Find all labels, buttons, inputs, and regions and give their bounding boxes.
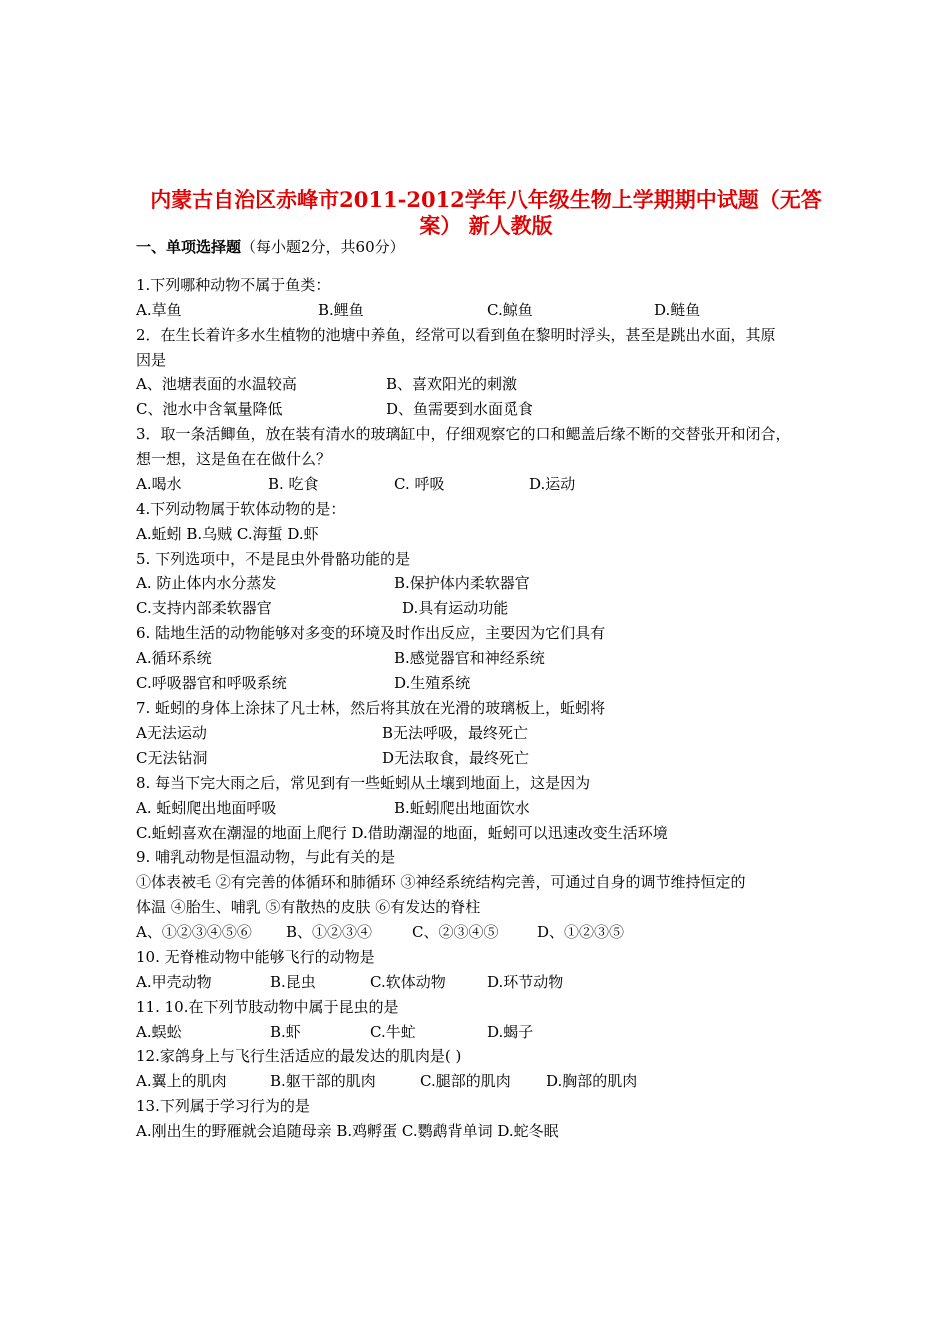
- question-12-option-c: C.腿部的肌肉: [420, 1072, 511, 1090]
- question-7-option-c: C无法钻洞: [136, 749, 208, 767]
- question-3-option-b: B. 吃食: [268, 475, 319, 493]
- question-6-option-c: C.呼吸器官和呼吸系统: [136, 674, 287, 692]
- question-12-option-d: D.胸部的肌肉: [546, 1072, 638, 1090]
- question-1-option-b: B.鲤鱼: [318, 301, 364, 319]
- question-2-option-c: C、池水中含氧量降低: [136, 400, 283, 418]
- question-6-option-d: D.生殖系统: [394, 674, 471, 692]
- question-2-stem-line-1: 2．在生长着许多水生植物的池塘中养鱼，经常可以看到鱼在黎明时浮头，甚至是跳出水面，其原: [136, 326, 776, 344]
- question-2-stem-line-2: 因是: [136, 351, 167, 369]
- question-8-option-a: A. 蚯蚓爬出地面呼吸: [136, 799, 277, 817]
- question-4-options: A.蚯蚓 B.乌贼 C.海蜇 D.虾: [136, 525, 319, 543]
- question-11-option-c: C.牛虻: [370, 1023, 416, 1041]
- question-9-option-a: A、①②③④⑤⑥: [136, 923, 252, 941]
- question-3-stem-line-2: 想一想，这是鱼在在做什么？: [136, 450, 332, 468]
- question-6-stem: 6. 陆地生活的动物能够对多变的环境及时作出反应，主要因为它们具有: [136, 624, 606, 642]
- question-10-option-b: B.昆虫: [270, 973, 316, 991]
- question-11-option-a: A.蜈蚣: [136, 1023, 182, 1041]
- question-3-stem-line-1: 3．取一条活鲫鱼，放在装有清水的玻璃缸中，仔细观察它的口和鳃盖后缘不断的交替张开和闭合，: [136, 425, 791, 443]
- question-5-stem: 5. 下列选项中，不是昆虫外骨骼功能的是: [136, 550, 411, 568]
- question-1-option-a: A.草鱼: [136, 301, 182, 319]
- question-11-stem: 11. 10.在下列节肢动物中属于昆虫的是: [136, 998, 399, 1016]
- question-11-option-b: B.虾: [270, 1023, 301, 1041]
- question-5-option-c: C.支持内部柔软器官: [136, 599, 272, 617]
- question-13-stem: 13.下列属于学习行为的是: [136, 1097, 310, 1115]
- document-title-line-2: 案） 新人教版: [419, 213, 553, 238]
- question-2-option-a: A、池塘表面的水温较高: [136, 375, 297, 393]
- question-13-options: A.刚出生的野雁就会追随母亲 B.鸡孵蛋 C.鹦鹉背单词 D.蛇冬眠: [136, 1122, 559, 1140]
- question-3-option-a: A.喝水: [136, 475, 182, 493]
- document-title-line-1: 内蒙古自治区赤峰市2011-2012学年八年级生物上学期期中试题（无答: [150, 187, 822, 212]
- question-10-option-a: A.甲壳动物: [136, 973, 212, 991]
- question-8-options-cd: C.蚯蚓喜欢在潮湿的地面上爬行 D.借助潮湿的地面，蚯蚓可以迅速改变生活环境: [136, 824, 668, 842]
- question-2-option-b: B、喜欢阳光的刺激: [386, 375, 518, 393]
- question-8-stem: 8. 每当下完大雨之后，常见到有一些蚯蚓从土壤到地面上，这是因为: [136, 774, 591, 792]
- question-1-stem: 1.下列哪种动物不属于鱼类：: [136, 276, 331, 294]
- question-7-option-d: D无法取食，最终死亡: [382, 749, 530, 767]
- question-12-stem: 12.家鸽身上与飞行生活适应的最发达的肌肉是( ): [136, 1047, 462, 1065]
- question-2-option-d: D、鱼需要到水面觅食: [386, 400, 534, 418]
- question-7-stem: 7. 蚯蚓的身体上涂抹了凡士林，然后将其放在光滑的玻璃板上，蚯蚓将: [136, 699, 606, 717]
- section-heading: [136, 237, 405, 257]
- question-6-option-b: B.感觉器官和神经系统: [394, 649, 545, 667]
- question-9-option-c: C、②③④⑤: [412, 923, 499, 941]
- question-8-option-b: B.蚯蚓爬出地面饮水: [394, 799, 530, 817]
- section-heading-label: 一、单项选择题: [136, 238, 242, 256]
- question-3-option-d: D.运动: [529, 475, 576, 493]
- question-7-option-a: A无法运动: [136, 724, 207, 742]
- question-12-option-b: B.躯干部的肌肉: [270, 1072, 376, 1090]
- section-heading-note: （每小题2分，共60分）: [241, 238, 405, 256]
- question-10-stem: 10. 无脊椎动物中能够飞行的动物是: [136, 948, 375, 966]
- question-7-option-b: B无法呼吸，最终死亡: [382, 724, 529, 742]
- question-10-option-d: D.环节动物: [487, 973, 564, 991]
- question-5-option-d: D.具有运动功能: [402, 599, 509, 617]
- question-11-option-d: D.蝎子: [487, 1023, 534, 1041]
- question-9-stem: 9. 哺乳动物是恒温动物，与此有关的是: [136, 848, 396, 866]
- question-9-option-d: D、①②③⑤: [537, 923, 625, 941]
- question-9-option-b: B、①②③④: [286, 923, 373, 941]
- question-5-option-b: B.保护体内柔软器官: [394, 574, 530, 592]
- question-9-items-line-2: 体温 ④胎生、哺乳 ⑤有散热的皮肤 ⑥有发达的脊柱: [136, 898, 481, 916]
- question-1-option-c: C.鲸鱼: [487, 301, 533, 319]
- question-5-option-a: A. 防止体内水分蒸发: [136, 574, 277, 592]
- question-1-option-d: D.鲢鱼: [654, 301, 701, 319]
- question-4-stem: 4.下列动物属于软体动物的是：: [136, 500, 346, 518]
- question-6-option-a: A.循环系统: [136, 649, 212, 667]
- question-9-items-line-1: ①体表被毛 ②有完善的体循环和肺循环 ③神经系统结构完善，可通过自身的调节维持恒定的: [136, 873, 746, 891]
- question-12-option-a: A.翼上的肌肉: [136, 1072, 227, 1090]
- question-3-option-c: C. 呼吸: [394, 475, 445, 493]
- question-10-option-c: C.软体动物: [370, 973, 446, 991]
